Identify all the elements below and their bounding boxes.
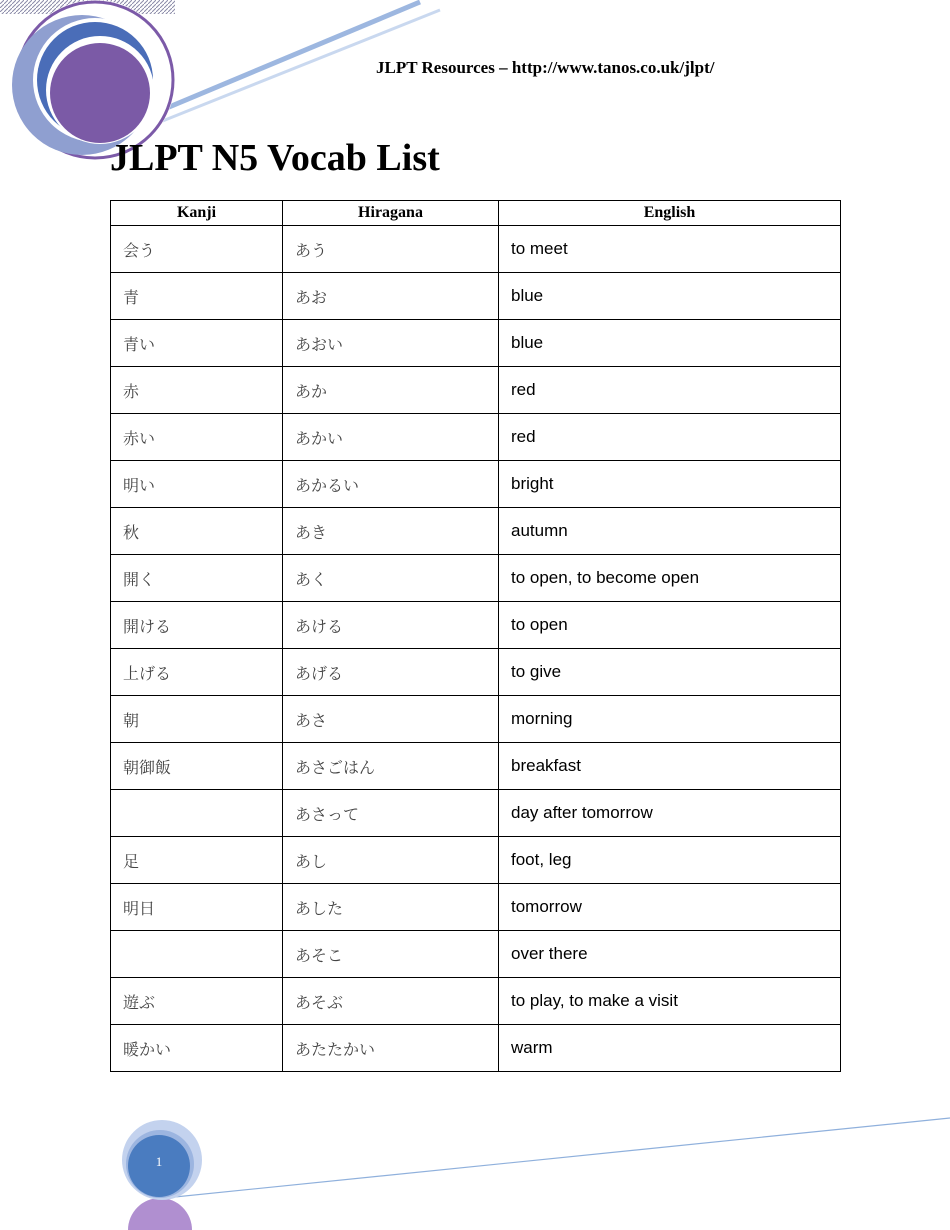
kanji-cell [111, 790, 283, 837]
english-cell: tomorrow [499, 884, 841, 931]
kanji-cell: 秋 [111, 508, 283, 555]
table-header-row [111, 201, 841, 226]
kanji-cell: 青い [111, 320, 283, 367]
english-cell: to open, to become open [499, 555, 841, 602]
english-cell: to meet [499, 226, 841, 273]
kanji-cell: 明い [111, 461, 283, 508]
hiragana-cell: あたたかい [283, 1025, 499, 1072]
english-cell: to give [499, 649, 841, 696]
kanji-cell: 赤 [111, 367, 283, 414]
kanji-cell: 開く [111, 555, 283, 602]
hiragana-cell: あく [283, 555, 499, 602]
page-header: JLPT Resources – http://www.tanos.co.uk/jlpt/ [376, 58, 715, 77]
column-header-kanji: Kanji [111, 201, 283, 226]
kanji-cell: 遊ぶ [111, 978, 283, 1025]
english-cell: red [499, 414, 841, 461]
hiragana-cell: あさって [283, 790, 499, 837]
kanji-cell: 会う [111, 226, 283, 273]
hiragana-cell: あさごはん [283, 743, 499, 790]
kanji-cell: 赤い [111, 414, 283, 461]
hiragana-cell: あし [283, 837, 499, 884]
table-row [111, 273, 841, 320]
kanji-cell: 朝 [111, 696, 283, 743]
table-row [111, 1025, 841, 1072]
kanji-cell: 暖かい [111, 1025, 283, 1072]
english-cell: blue [499, 320, 841, 367]
vocab-table [110, 200, 841, 1072]
table-row [111, 508, 841, 555]
kanji-cell: 足 [111, 837, 283, 884]
english-cell: bright [499, 461, 841, 508]
table-row [111, 743, 841, 790]
kanji-cell [111, 931, 283, 978]
table-row [111, 837, 841, 884]
page-title: JLPT N5 Vocab List [110, 137, 440, 179]
table-row [111, 602, 841, 649]
english-cell: autumn [499, 508, 841, 555]
hiragana-cell: あさ [283, 696, 499, 743]
hiragana-cell: あした [283, 884, 499, 931]
table-row [111, 320, 841, 367]
footer-decoration [0, 1100, 950, 1230]
table-row [111, 884, 841, 931]
english-cell: foot, leg [499, 837, 841, 884]
table-row [111, 978, 841, 1025]
hiragana-cell: あける [283, 602, 499, 649]
hiragana-cell: あう [283, 226, 499, 273]
english-cell: to open [499, 602, 841, 649]
column-header-hiragana: Hiragana [283, 201, 499, 226]
table-row [111, 461, 841, 508]
hiragana-cell: あお [283, 273, 499, 320]
table-row [111, 414, 841, 461]
kanji-cell: 開ける [111, 602, 283, 649]
kanji-cell: 明日 [111, 884, 283, 931]
english-cell: red [499, 367, 841, 414]
hiragana-cell: あおい [283, 320, 499, 367]
english-cell: day after tomorrow [499, 790, 841, 837]
hiragana-cell: あげる [283, 649, 499, 696]
kanji-cell: 青 [111, 273, 283, 320]
table-row [111, 790, 841, 837]
hiragana-cell: あそぶ [283, 978, 499, 1025]
table-row [111, 555, 841, 602]
hiragana-cell: あかるい [283, 461, 499, 508]
english-cell: to play, to make a visit [499, 978, 841, 1025]
kanji-cell: 上げる [111, 649, 283, 696]
english-cell: warm [499, 1025, 841, 1072]
hiragana-cell: あき [283, 508, 499, 555]
table-row [111, 649, 841, 696]
english-cell: blue [499, 273, 841, 320]
page-number: 1 [155, 1154, 163, 1169]
english-cell: breakfast [499, 743, 841, 790]
hiragana-cell: あか [283, 367, 499, 414]
kanji-cell: 朝御飯 [111, 743, 283, 790]
table-row [111, 367, 841, 414]
hiragana-cell: あそこ [283, 931, 499, 978]
hiragana-cell: あかい [283, 414, 499, 461]
english-cell: morning [499, 696, 841, 743]
english-cell: over there [499, 931, 841, 978]
table-row [111, 226, 841, 273]
table-row [111, 931, 841, 978]
table-row [111, 696, 841, 743]
column-header-english: English [499, 201, 841, 226]
